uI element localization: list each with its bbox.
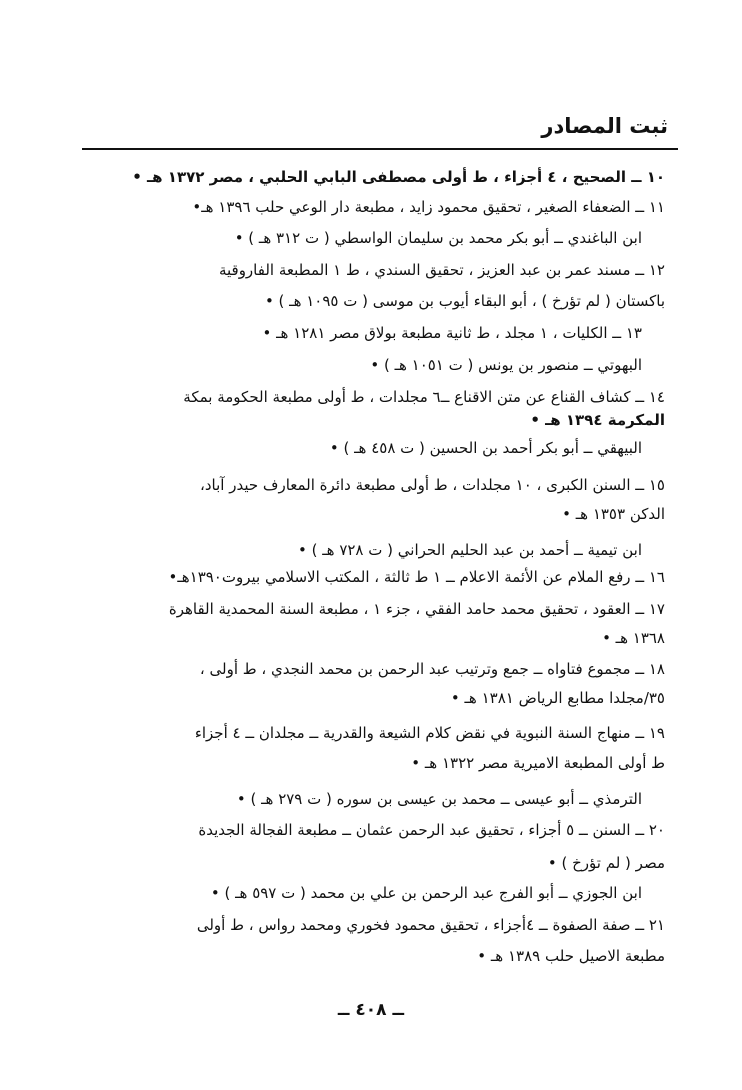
reference-continuation-line: الدكن ١٣٥٣ هـ •: [562, 505, 665, 523]
author-line: ابن تيمية ــ أحمد بن عبد الحليم الحراني ( ت ٧٢٨ هـ ) •: [298, 541, 642, 559]
reference-line: ١٦ ــ رفع الملام عن الأئمة الاعلام ــ ١ ط ثالثة ، المكتب الاسلامي بيروت١٣٩٠هـ•: [168, 568, 665, 586]
reference-line: ١١ ــ الضعفاء الصغير ، تحقيق محمود زايد ، مطبعة دار الوعي حلب ١٣٩٦ هـ•: [192, 198, 665, 216]
reference-line: ١٩ ــ منهاج السنة النبوية في نقض كلام الشيعة والقدرية ــ مجلدان ــ ٤ أجزاء: [194, 724, 665, 742]
reference-continuation-line: باكستان ( لم تؤرخ ) ، أبو البقاء أيوب بن موسى ( ت ١٠٩٥ هـ ) •: [264, 292, 665, 310]
reference-continuation-line: ١٣٦٨ هـ •: [602, 629, 665, 647]
reference-continuation-line: مطبعة الاصيل حلب ١٣٨٩ هـ •: [477, 947, 665, 965]
reference-line: ١٤ ــ كشاف القناع عن متن الاقناع ــ٦ مجلدات ، ط أولى مطبعة الحكومة بمكة: [183, 388, 665, 406]
author-line: البهوتي ــ منصور بن يونس ( ت ١٠٥١ هـ ) •: [370, 356, 642, 374]
reference-continuation-line: مصر ( لم تؤرخ ) •: [547, 854, 665, 872]
page-header-title: ثبت المصادر: [541, 114, 668, 138]
author-line: ابن الباغندي ــ أبو بكر محمد بن سليمان الواسطي ( ت ٣١٢ هـ ) •: [234, 229, 642, 247]
reference-line: ١٧ ــ العقود ، تحقيق محمد حامد الفقي ، جزء ١ ، مطبعة السنة المحمدية القاهرة: [168, 600, 665, 618]
author-line: الترمذي ــ أبو عيسى ــ محمد بن عيسى بن سوره ( ت ٢٧٩ هـ ) •: [236, 790, 642, 808]
reference-line: ١٠ ــ الصحيح ، ٤ أجزاء ، ط أولى مصطفى البابي الحلبي ، مصر ١٣٧٢ هـ •: [132, 168, 665, 186]
reference-continuation-line: ٣٥/مجلدا مطابع الرياض ١٣٨١ هـ •: [450, 689, 665, 707]
author-line: البيهقي ــ أبو بكر أحمد بن الحسين ( ت ٤٥٨ هـ ) •: [329, 439, 642, 457]
author-line: ابن الجوزي ــ أبو الفرج عبد الرحمن بن علي بن محمد ( ت ٥٩٧ هـ ) •: [210, 884, 642, 902]
reference-line: ١٨ ــ مجموع فتاواه ــ جمع وترتيب عبد الرحمن بن محمد النجدي ، ط أولى ،: [199, 660, 665, 678]
reference-continuation-line: ط أولى المطبعة الاميرية مصر ١٣٢٢ هـ •: [411, 754, 665, 772]
page-number: ــ ٤٠٨ ــ: [337, 1000, 405, 1020]
reference-line: ١٢ ــ مسند عمر بن عبد العزيز ، تحقيق السندي ، ط ١ المطبعة الفاروقية: [218, 261, 665, 279]
reference-line: ١٣ ــ الكليات ، ١ مجلد ، ط ثانية مطبعة بولاق مصر ١٢٨١ هـ •: [262, 324, 642, 342]
reference-line: ٢١ ــ صفة الصفوة ــ ٤أجزاء ، تحقيق محمود فخوري ومحمد رواس ، ط أولى: [196, 916, 665, 934]
header-rule: [82, 148, 678, 150]
reference-line: ١٥ ــ السنن الكبرى ، ١٠ مجلدات ، ط أولى مطبعة دائرة المعارف حيدر آباد،: [200, 476, 665, 494]
reference-line: ٢٠ ــ السنن ــ ٥ أجزاء ، تحقيق عبد الرحمن عثمان ــ مطبعة الفجالة الجديدة: [198, 821, 665, 839]
reference-continuation-line: المكرمة ١٣٩٤ هـ •: [530, 411, 665, 429]
